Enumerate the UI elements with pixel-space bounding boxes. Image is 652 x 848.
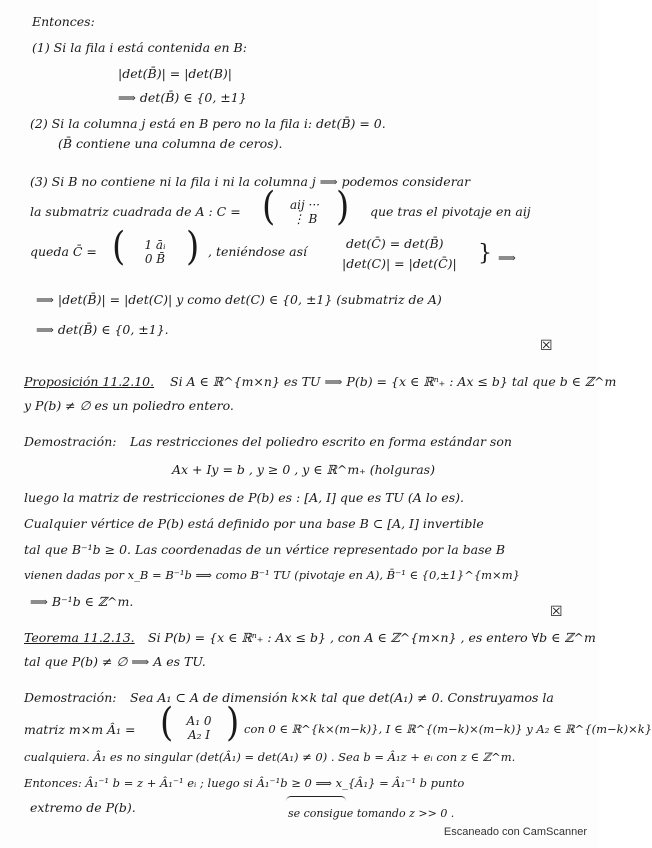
text-line: Si A ∈ ℝ^{m×n} es TU ⟹ P(b) = {x ∈ ℝⁿ₊ : Ax ≤ b} tal que b ∈ ℤ^m	[170, 374, 617, 389]
text-line: que tras el pivotaje en aij	[370, 204, 531, 219]
matrix-row: ⋮ B	[292, 212, 318, 226]
text-line: vienen dadas por x_B = B⁻¹b ⟹ como B⁻¹ TU (pivotaje en A), B̄⁻¹ ∈ {0,±1}^{m×m}	[24, 568, 520, 582]
formula-line: ⟹	[498, 250, 516, 265]
text-line: y P(b) ≠ ∅ es un poliedro entero.	[24, 398, 234, 413]
matrix-row: 1 āᵢ	[144, 238, 166, 252]
matrix-bracket-left: (	[112, 224, 126, 270]
matrix-c	[276, 198, 334, 226]
matrix-cbar	[126, 238, 184, 266]
scanner-watermark: Escaneado con CamScanner	[443, 826, 587, 838]
matrix-row: 0 B̄	[144, 252, 166, 266]
formula-line: ⟹ |det(B̄)| = |det(C)| y como det(C) ∈ {0, ±1} (submatriz de A)	[36, 292, 442, 307]
qed-box-icon: ☒	[540, 338, 553, 354]
matrix-row: A₂ I	[187, 728, 211, 742]
text-line: (3) Si B no contiene ni la fila i ni la columna j ⟹ podemos considerar	[30, 174, 471, 189]
formula-line: ⟹ det(B̄) ∈ {0, ±1}	[118, 90, 247, 105]
text-line: con 0 ∈ ℝ^{k×(m−k)}, I ∈ ℝ^{(m−k)×(m−k)} y A₂ ∈ ℝ^{(m−k)×k}	[244, 722, 652, 736]
text-line: matriz m×m Â₁ =	[24, 722, 136, 737]
formula-line: |det(C)| = |det(C̄)|	[342, 256, 457, 271]
text-line: Si P(b) = {x ∈ ℝⁿ₊ : Ax ≤ b} , con A ∈ ℤ^{m×n} , es entero ∀b ∈ ℤ^m	[148, 630, 596, 645]
text-line: Entonces: Â₁⁻¹ b = z + Â₁⁻¹ eᵢ ; luego si Â₁⁻¹b ≥ 0 ⟹ x_{Â₁} = Â₁⁻¹ b punto	[24, 776, 465, 790]
underbrace	[286, 796, 346, 801]
proof-heading: Demostración:	[24, 434, 117, 449]
text-line: Las restricciones del poliedro escrito en forma estándar son	[130, 434, 512, 449]
matrix-bracket-right: )	[336, 184, 350, 230]
text-line: (B̄ contiene una columna de ceros).	[58, 136, 283, 151]
text-line: , teniéndose así	[208, 244, 308, 259]
text-line: (1) Si la fila i está contenida en B:	[32, 40, 247, 55]
matrix-bracket-left: (	[262, 184, 276, 230]
brace-symbol: }	[478, 241, 492, 266]
text-line: Sea A₁ ⊂ A de dimensión k×k tal que det(A₁) ≠ 0. Construyamos la	[130, 690, 554, 705]
matrix-row: A₁ 0	[186, 714, 212, 728]
text-line: cualquiera. Â₁ es no singular (det(Â₁) = det(A₁) ≠ 0) . Sea b = Â₁z + eᵢ con z ∈ ℤ^m.	[24, 750, 516, 764]
text-line: tal que B⁻¹b ≥ 0. Las coordenadas de un vértice representado por la base B	[24, 542, 506, 557]
theorem-heading: Teorema 11.2.13.	[24, 630, 135, 645]
matrix-a1hat	[172, 714, 226, 742]
formula-line: Ax + Iy = b , y ≥ 0 , y ∈ ℝ^m₊ (holguras)	[172, 462, 435, 477]
formula-line: ⟹ B⁻¹b ∈ ℤ^m.	[30, 594, 134, 609]
text-line: (2) Si la columna j está en B pero no la fila i: det(B̄) = 0.	[30, 116, 386, 131]
matrix-bracket-right: )	[186, 224, 200, 270]
text-line: Entonces:	[32, 14, 95, 29]
text-line: se consigue tomando z >> 0 .	[288, 807, 455, 820]
matrix-row: aij ···	[290, 198, 320, 212]
text-line: extremo de P(b).	[30, 800, 136, 815]
text-line: queda C̄ =	[30, 244, 97, 259]
formula-line: ⟹ det(B̄) ∈ {0, ±1}.	[36, 322, 169, 337]
text-line: tal que P(b) ≠ ∅ ⟹ A es TU.	[24, 654, 206, 669]
text-line: luego la matriz de restricciones de P(b) es : [A, I] que es TU (A lo es).	[24, 490, 464, 505]
text-line: Cualquier vértice de P(b) está definido por una base B ⊂ [A, I] invertible	[24, 516, 484, 531]
matrix-bracket-right: )	[226, 700, 240, 746]
proof-heading: Demostración:	[24, 690, 117, 705]
qed-box-icon: ☒	[550, 604, 563, 620]
proposition-heading: Proposición 11.2.10.	[24, 374, 155, 389]
matrix-bracket-left: (	[160, 700, 174, 746]
text-line: la submatriz cuadrada de A : C =	[30, 204, 241, 219]
formula-line: |det(B̄)| = |det(B)|	[118, 66, 232, 81]
formula-line: det(C̄) = det(B̄)	[346, 236, 444, 251]
